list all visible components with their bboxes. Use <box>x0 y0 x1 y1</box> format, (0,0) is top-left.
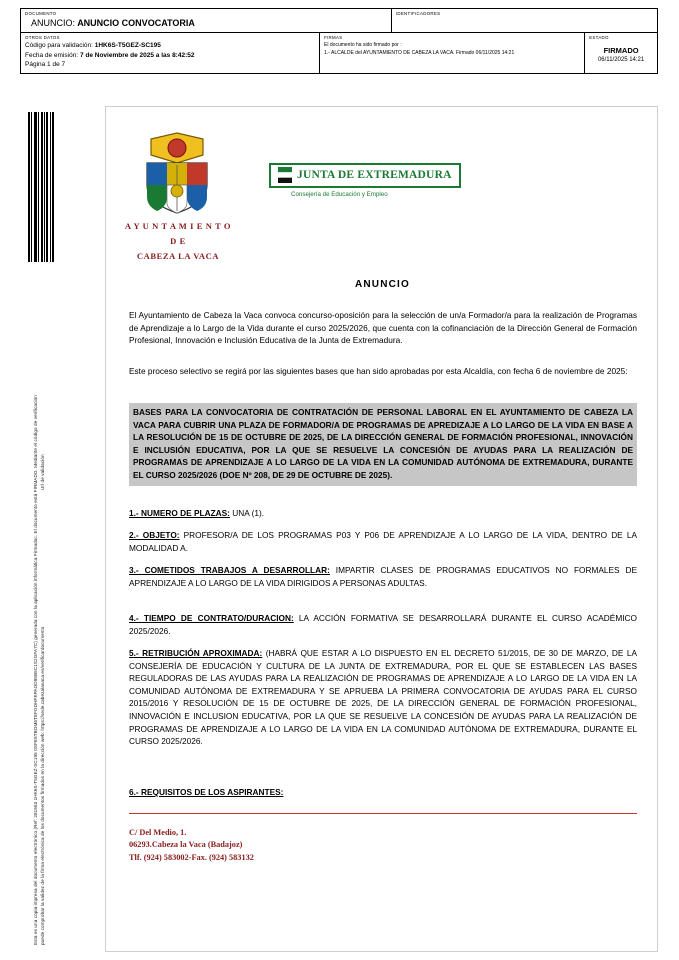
clause-3-heading: 3.- COMETIDOS TRABAJOS A DESARROLLAR: <box>129 565 330 575</box>
clause-3-text: IMPARTIR CLASES DE PROGRAMAS EDUCATIVOS NO FORMALES DE APRENDIZAJE A LO LARGO DE LA VIDA DIRIGIDOS A PERSONAS ADULTAS. <box>129 565 637 588</box>
clause-4 <box>129 612 637 637</box>
junta-logo-frame <box>269 163 461 188</box>
meta-codigo-value: 1HK6S-T5GEZ-SC195 <box>94 42 161 49</box>
ayuntamiento-heading <box>114 219 242 264</box>
clause-2-text: PROFESOR/A DE LOS PROGRAMAS P03 Y P06 DE APRENDIZAJE A LO LARGO DE LA VIDA, DENTRO DE LA MODALIDAD A. <box>129 530 637 553</box>
junta-extremadura-logo <box>269 163 481 198</box>
junta-consejeria-text: Consejería de Educación y Empleo <box>291 191 388 198</box>
meta-fecha-label: Fecha de emisión: <box>25 51 79 59</box>
highlighted-bases-block: BASES PARA LA CONVOCATORIA DE CONTRATACIÓN DE PERSONAL LABORAL EN EL AYUNTAMIENTO DE CABEZA LA VACA PARA CUBRIR UNA PLAZA DE FORMADOR/A DE PROGRAMAS DE APREDIZAJE A LO LARGO DE LA VIDA EN BASE A LA RESOLUCIÓN DE 15 DE OCTUBRE DE 2025, DE LA DIRECCIÓN GENERAL DE FORMACIÓN PROFESIONAL, INNOVACIÓN E INCLUSIÓN EDUCATIVA, POR LA QUE SE RESUELVE LA CONCESIÓN DE AYUDAS PARA LA REALIZACIÓN DE PROGRAMAS DE APRENDIZAJE A LO LARGO DE LA VIDA EN LA COMUNIDAD AUTÓNOMA DE EXTREMADURA, DURANTE EL CURSO 2025/2026 (DOE Nº 208, DE 29 DE OCTUBRE DE 2025). <box>129 403 637 486</box>
meta-label-documento: DOCUMENTO <box>25 11 57 16</box>
meta-firmas-line-1: El documento ha sido firmado por : <box>324 42 402 48</box>
clause-5-heading: 5.- RETRIBUCIÓN APROXIMADA: <box>129 648 263 658</box>
intro-paragraph-2: Este proceso selectivo se regirá por las siguientes bases que han sido aprobadas por esta Alcaldía, con fecha 6 de noviembre de 2025: <box>129 366 628 376</box>
clause-5-text: (HABRÁ QUE ESTAR A LO DISPUESTO EN EL DECRETO 51/2015, DE 30 DE MARZO, DE LA CONSEJERÍA DE EDUCACIÓN Y CULTURA DE LA JUNTA DE EXTREMADURA, POR EL QUE SE ESTABLECEN LAS BASES REGULADORAS DE LAS AYUDAS PARA LA REALIZACIÓN DE PROGRAMAS DE APRENDIZAJE A LO LARGO DE LA VIDA EN LA COMUNIDAD AUTÓNOMA DE EXTREMADURA Y SE APRUEBA LA PRIMERA CONVOCATORIA DE AYUDAS PARA EL CURSO 2015/2016 Y RESOLUCIÓN DE 15 DE OCTUBRE DE 2025, DE LA DIRECCIÓN GENERAL DE FORMACIÓN PROFESIONAL, INNOVACIÓN E INCLUSION EDUCATIVA, POR LA QUE SE RESUELVE LA CONCESIÓN DE AYUDAS PARA LA REALIZACIÓN DE PROGRAMAS DE APRENDIZAJE A LO LARGO DE LA VIDA EN LA COMUNIDAD AUTÓNOMA DE EXTREMADURA, DURANTE EL CURSO 2025/2026. <box>129 648 637 747</box>
vertical-verification-note-1: Esta es una copia impresa del documento electrónico (Ref: 281563 1HK6S-T5GEZ-SC195 0SFE5TBOM6TEFGDHFEPAOD85B5C1S2GFA7C) generada con la aplicación informática Firmadoc. El documento está FIRMADO. Mediante el código de verificación <box>33 395 38 945</box>
ayuntamiento-line-1: A Y U N T A M I E N T O <box>124 221 232 231</box>
meta-row-details <box>21 33 657 73</box>
clause-3 <box>129 564 637 589</box>
meta-label-otros-datos: OTROS DATOS <box>25 35 60 40</box>
meta-firmas-line-2: 1.- ALCALDE del AYUNTAMIENTO DE CABEZA LA VACA. Firmado 06/11/2025 14:21 <box>324 50 515 56</box>
meta-codigo-validacion <box>25 41 315 51</box>
status-date: 06/11/2025 14:21 <box>597 57 645 63</box>
meta-cell-estado <box>585 33 657 73</box>
meta-cell-otros-datos <box>21 33 320 73</box>
meta-cell-documento <box>21 9 392 32</box>
ayuntamiento-line-2: D E <box>170 236 186 246</box>
meta-label-estado: ESTADO <box>589 35 609 40</box>
signature-metadata-band <box>20 8 658 74</box>
meta-label-identificadores: IDENTIFICADORES <box>395 11 441 16</box>
meta-cell-firmas <box>320 33 585 73</box>
meta-row-document <box>21 9 657 33</box>
meta-cell-identificadores <box>392 9 657 32</box>
address-footer <box>129 827 429 864</box>
clause-6 <box>129 786 637 799</box>
extremadura-flag-icon <box>278 167 292 183</box>
clause-6-heading: 6.- REQUISITOS DE LOS ASPIRANTES: <box>129 787 284 797</box>
status-badge: FIRMADO <box>603 46 639 55</box>
meta-pagina: Página 1 de 7 <box>25 61 66 68</box>
verification-barcode <box>28 112 54 262</box>
meta-fecha-emision <box>25 51 315 61</box>
intro-paragraph-1: El Ayuntamiento de Cabeza la Vaca convoca concurso-oposición para la selección de un/a Formador/a para la realización de Programas de Aprendizaje a lo Largo de la Vida durante el curso 2025/2026, que cuenta con la cofinanciación de la Dirección General de Formación Profesional, Innovación e Inclusión Educativa de la Junta de Extremadura. <box>129 310 637 346</box>
ayuntamiento-line-3: CABEZA LA VACA <box>136 251 220 261</box>
vertical-url-label: Url de validación <box>40 454 45 490</box>
clause-1 <box>129 507 637 520</box>
coat-of-arms-icon <box>135 129 219 217</box>
document-sheet <box>105 106 658 952</box>
junta-name-text: JUNTA DE EXTREMADURA <box>297 169 452 181</box>
clause-5 <box>129 647 637 748</box>
footer-city: 06293.Cabeza la Vaca (Badajoz) <box>129 840 243 850</box>
meta-fecha-value: 7 de Noviembre de 2025 a las 8:42:52 <box>79 51 195 59</box>
footer-street: C/ Del Medio, 1. <box>129 828 187 837</box>
document-title-value: ANUNCIO CONVOCATORIA <box>77 18 195 28</box>
clause-2 <box>129 529 637 554</box>
footer-phone: Tlf. (924) 583002-Fax. (924) 583132 <box>129 852 254 862</box>
document-title-line <box>25 17 387 29</box>
vertical-verification-note-2: puede comprobar la validez de la firma electrónica de los documentos firmados en la dirección web: https://sede.cabezalavaca.es/verificardocumento <box>40 626 45 945</box>
clause-4-heading: 4.- TIEMPO DE CONTRATO/DURACION: <box>129 613 294 623</box>
meta-codigo-label: Código para validación: <box>25 42 93 49</box>
clause-2-heading: 2.- OBJETO: <box>129 530 180 540</box>
clause-1-text: UNA (1). <box>229 508 265 518</box>
clause-1-heading: 1.- NUMERO DE PLAZAS: <box>129 508 230 518</box>
clause-4-text: LA ACCIÓN FORMATIVA SE DESARROLLARÁ DURANTE EL CURSO ACADÉMICO 2025/2026. <box>129 613 637 636</box>
page-title: ANUNCIO <box>354 279 411 290</box>
footer-divider <box>129 813 637 814</box>
meta-label-firmas: FIRMAS <box>324 35 343 40</box>
document-title-prefix: ANUNCIO: <box>31 18 76 28</box>
